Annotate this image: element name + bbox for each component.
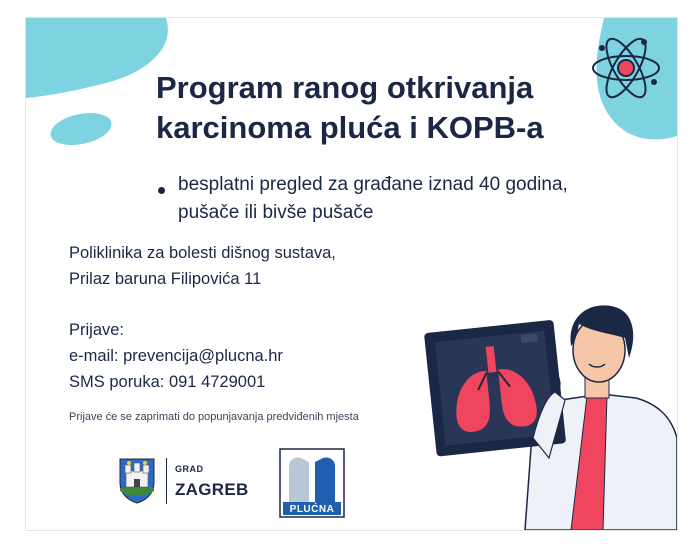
contact-email: e-mail: prevencija@plucna.hr xyxy=(69,347,283,365)
poster-card xyxy=(25,17,678,531)
contact-block xyxy=(69,317,283,395)
title-line-2: karcinoma pluća i KOPB-a xyxy=(156,110,544,145)
page-title xyxy=(156,68,576,148)
bullet-item xyxy=(178,171,658,227)
title-line-1: Program ranog otkrivanja xyxy=(156,70,534,105)
address-block xyxy=(69,240,336,292)
grad-label: GRAD xyxy=(175,464,204,474)
plucna-label: PLUĆNA xyxy=(289,504,335,515)
logo-divider xyxy=(166,458,167,504)
zagreb-coat-of-arms-icon xyxy=(116,455,158,505)
contact-sms: SMS poruka: 091 4729001 xyxy=(69,373,266,391)
address-line-1: Poliklinika za bolesti dišnog sustava, xyxy=(69,244,336,262)
bullet-line-1: besplatni pregled za građane iznad 40 godina, xyxy=(178,174,568,195)
decorative-blob-small-oval xyxy=(46,110,126,150)
address-line-2: Prilaz baruna Filipovića 11 xyxy=(69,270,262,288)
registration-note: Prijave će se zaprimati do popunjavanja predviđenih mjesta xyxy=(69,411,359,423)
bullet-dot-icon xyxy=(158,187,165,194)
zagreb-label: ZAGREB xyxy=(175,480,249,499)
bullet-line-2: pušače ili bivše pušače xyxy=(178,202,374,223)
doctor-xray-illustration xyxy=(421,288,677,530)
contact-label: Prijave: xyxy=(69,321,125,339)
